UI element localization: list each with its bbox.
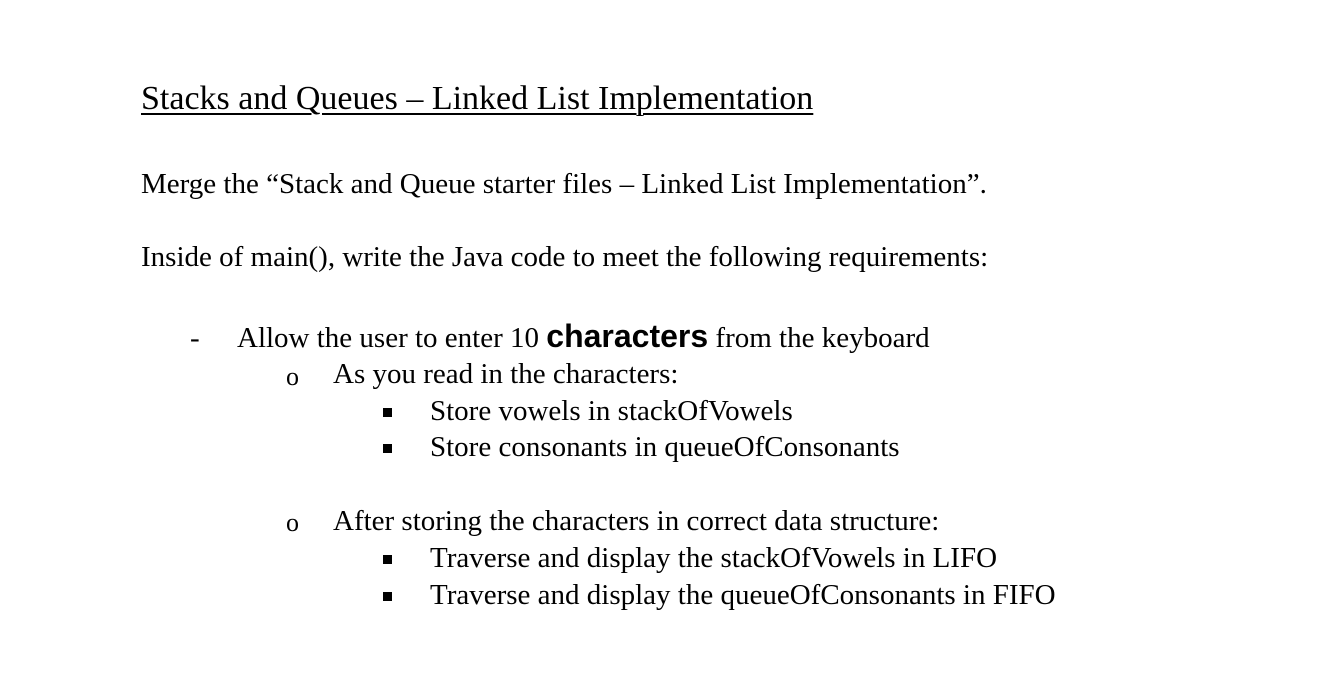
bullet-display-stack: Traverse and display the stackOfVowels in LIFO — [430, 542, 998, 574]
main-instruction: Inside of main(), write the Java code to meet the following requirements: — [141, 241, 989, 273]
list-item-bold-text: characters — [546, 318, 709, 354]
dash-bullet: - — [190, 322, 200, 354]
square-bullet — [383, 592, 392, 601]
sub-item-after-storing: After storing the characters in correct data structure: — [333, 505, 940, 537]
list-item-text-before: Allow the user to enter 10 — [237, 322, 547, 354]
circle-bullet: o — [286, 508, 299, 537]
sub-item-read-characters: As you read in the characters: — [333, 358, 679, 390]
list-item-text-after: from the keyboard — [708, 322, 930, 354]
square-bullet — [383, 555, 392, 564]
document-title: Stacks and Queues – Linked List Implementation — [141, 80, 814, 117]
square-bullet — [383, 408, 392, 417]
square-bullet — [383, 444, 392, 453]
merge-instruction: Merge the “Stack and Queue starter files – Linked List Implementation”. — [141, 168, 987, 200]
list-item-enter-characters — [237, 320, 930, 353]
bullet-store-consonants: Store consonants in queueOfConsonants — [430, 431, 900, 463]
bullet-store-vowels: Store vowels in stackOfVowels — [430, 395, 793, 427]
circle-bullet: o — [286, 362, 299, 391]
bullet-display-queue: Traverse and display the queueOfConsonants in FIFO — [430, 579, 1056, 611]
